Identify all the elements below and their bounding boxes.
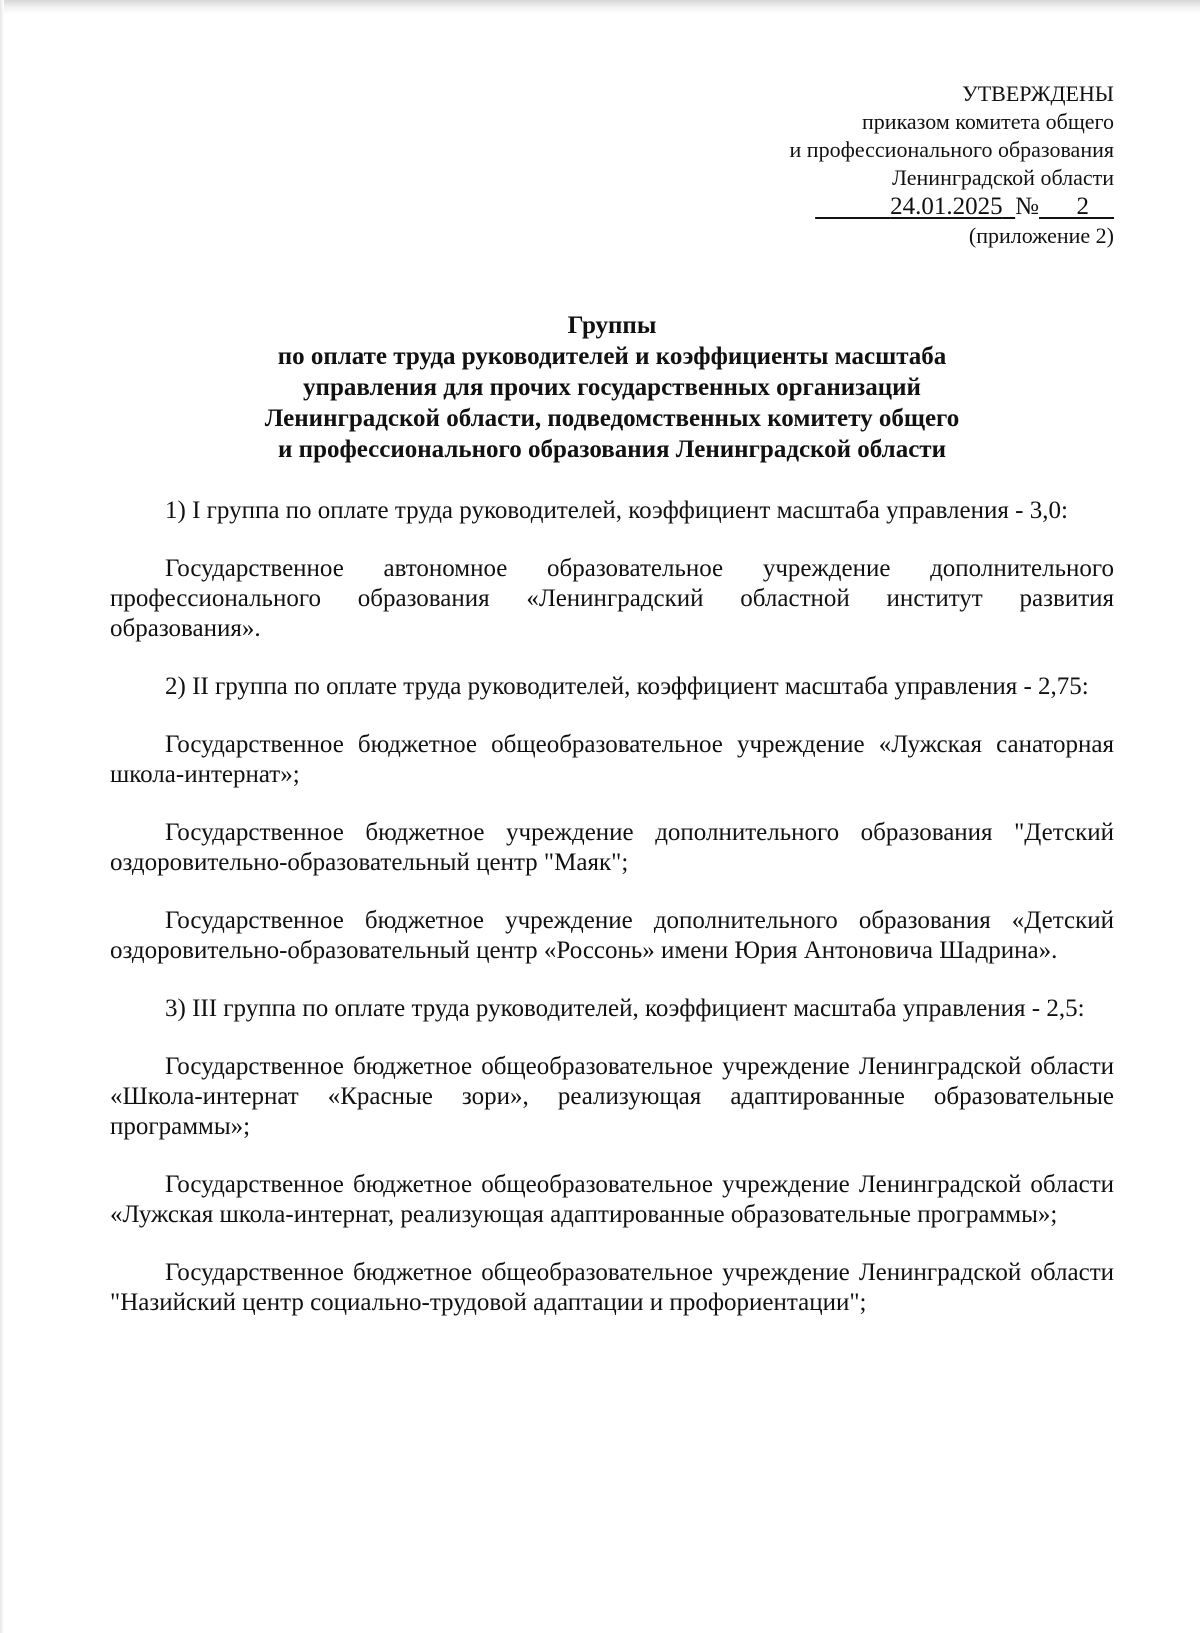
approval-annex: (приложение 2) — [968, 223, 1114, 248]
approval-order-line: приказом комитета общего — [862, 109, 1114, 134]
approval-committee-line: и профессионального образования — [789, 137, 1114, 162]
approval-region-line: Ленинградской области — [892, 165, 1114, 190]
group-2-organization-3: Государственное бюджетное учреждение дополнительного образования «Детский оздоровительно-образовательный центр «Россонь» имени Юрия Антоновича Шадрина». — [110, 907, 1114, 964]
title-line-5: и профессионального образования Ленинградской области — [278, 436, 946, 463]
approval-date-number-row — [714, 192, 1114, 222]
approval-stamp-block — [714, 80, 1114, 250]
document-title — [110, 310, 1114, 465]
group-1-organization-1: Государственное автономное образовательное учреждение дополнительного профессионального образования «Ленинградский областной институт развития образования». — [110, 555, 1114, 642]
group-3-organization-1: Государственное бюджетное общеобразовательное учреждение Ленинградской области «Школа-интернат «Красные зори», реализующая адаптированные образовательные программы»; — [110, 1053, 1114, 1140]
group-2-organization-2: Государственное бюджетное учреждение дополнительного образования "Детский оздоровительно-образовательный центр "Маяк"; — [110, 819, 1114, 876]
document-page — [110, 0, 1114, 1633]
title-line-3: управления для прочих государственных организаций — [303, 374, 921, 401]
title-line-2: по оплате труда руководителей и коэффициенты масштаба — [277, 343, 947, 370]
approval-number: 2 — [1076, 193, 1089, 220]
group-2-organization-1: Государственное бюджетное общеобразовательное учреждение «Лужская санаторная школа-интернат»; — [110, 731, 1114, 788]
approval-date: 24.01.2025 — [890, 193, 1003, 220]
group-2-heading: 2) II группа по оплате труда руководителей, коэффициент масштаба управления - 2,75: — [165, 673, 1089, 700]
title-line-1: Группы — [567, 312, 657, 339]
group-3-heading: 3) III группа по оплате труда руководителей, коэффициент масштаба управления - 2,5: — [165, 995, 1085, 1022]
scan-shadow-left — [0, 0, 4, 1633]
approval-heading: УТВЕРЖДЕНЫ — [962, 81, 1114, 106]
title-line-4: Ленинградской области, подведомственных комитету общего — [264, 405, 960, 432]
document-body — [110, 496, 1114, 1318]
group-3-organization-3: Государственное бюджетное общеобразовательное учреждение Ленинградской области "Назийский центр социально-трудовой адаптации и профориентации"; — [110, 1259, 1114, 1316]
group-1-heading: 1) I группа по оплате труда руководителей, коэффициент масштаба управления - 3,0: — [165, 497, 1068, 524]
group-3-organization-2: Государственное бюджетное общеобразовательное учреждение Ленинградской области «Лужская школа-интернат, реализующая адаптированные образовательные программы»; — [110, 1171, 1114, 1228]
approval-number-label: № — [1015, 193, 1039, 220]
